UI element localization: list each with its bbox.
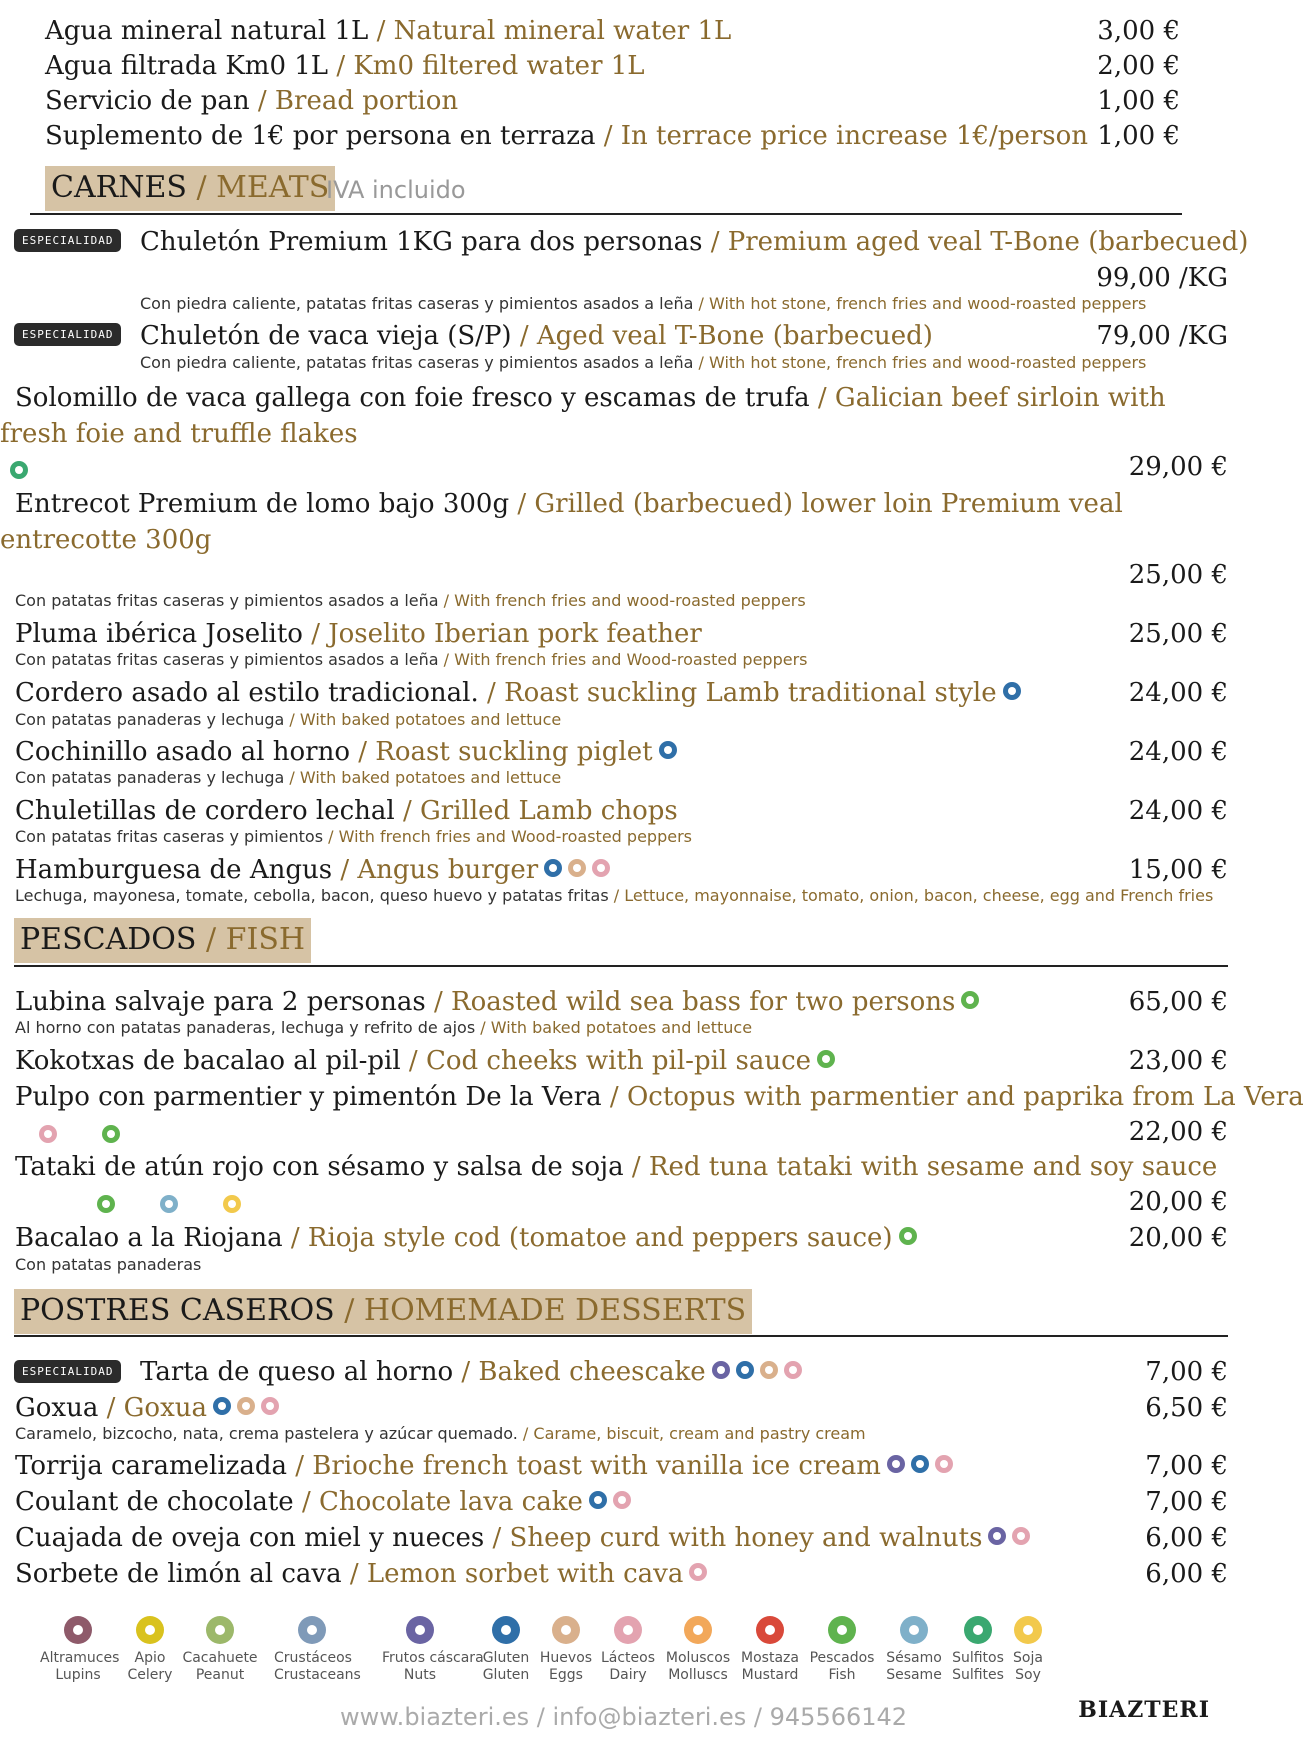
legend-label-en: Mustard: [741, 1666, 799, 1683]
item-price: 23,00 €: [1128, 1046, 1228, 1076]
item-name-es: Chuletillas de cordero lechal: [15, 796, 395, 826]
legend-label-es: Soja: [1013, 1650, 1043, 1666]
description-en: With baked potatoes and lettuce: [490, 1018, 753, 1037]
section-header-meats: [45, 166, 335, 211]
description-es: Con piedra caliente, patatas fritas caseras y pimientos asados a leña: [140, 294, 694, 313]
item-description: [15, 1424, 866, 1443]
legend-label-es: Gluten: [482, 1650, 530, 1666]
legend-item-mustard: [732, 1616, 808, 1683]
separator: /: [608, 886, 625, 905]
dairy-icon: [689, 1563, 707, 1581]
description-en: Lettuce, mayonnaise, tomato, onion, bacon, cheese, egg and French fries: [624, 886, 1214, 905]
separator: /: [368, 16, 394, 46]
item-name-en: Octopus with parmentier and paprika from La Vera: [626, 1082, 1304, 1112]
legend-label-es: Mostaza: [741, 1650, 799, 1666]
drink-item: [45, 16, 731, 47]
item-name-es: Agua mineral natural 1L: [45, 16, 369, 46]
item-description: [15, 768, 561, 787]
section-divider: [14, 1335, 1228, 1337]
item-name-en: Rioja style cod (tomatoe and peppers sauce): [307, 1223, 893, 1253]
drink-item: [45, 86, 458, 117]
item-description: [15, 827, 692, 846]
gluten-icon: [544, 859, 562, 877]
item-name-es: Lubina salvaje para 2 personas: [15, 987, 426, 1017]
item-price: 1,00 €: [1097, 121, 1180, 151]
description-es: Con piedra caliente, patatas fritas caseras y pimientos asados a leña: [140, 353, 694, 372]
item-price: 24,00 €: [1128, 796, 1228, 826]
item-name-en: Red tuna tataki with sesame and soy sauce: [648, 1152, 1218, 1182]
section-title-es: CARNES: [51, 170, 187, 205]
item-name-es: Cuajada de oveja con miel y nueces: [15, 1523, 485, 1553]
fish-icon: [97, 1195, 115, 1213]
item-price: 7,00 €: [1145, 1487, 1228, 1517]
menu-item-title: [15, 1559, 707, 1590]
separator: /: [286, 1451, 313, 1481]
eggs-icon: [760, 1361, 778, 1379]
dairy-icon: [1012, 1527, 1030, 1545]
description-es: Con patatas panaderas y lechuga: [15, 768, 285, 787]
fish-icon: [102, 1125, 120, 1143]
separator: /: [478, 678, 505, 708]
separator: /: [400, 1046, 426, 1076]
drink-item: [45, 121, 1088, 152]
item-price: 24,00 €: [1128, 737, 1228, 767]
legend-label-en: Lupins: [55, 1666, 101, 1683]
separator: /: [595, 121, 621, 151]
separator: /: [284, 710, 300, 729]
item-price: 20,00 €: [1128, 1223, 1228, 1253]
legend-item-soy: [990, 1616, 1066, 1683]
item-name-es: Bacalao a la Riojana: [15, 1223, 283, 1253]
item-price: 3,00 €: [1097, 16, 1180, 46]
peanut-icon: [206, 1616, 234, 1644]
legend-label-en: Dairy: [609, 1666, 647, 1683]
separator: /: [341, 1559, 367, 1589]
item-name-en: Chocolate lava cake: [318, 1487, 583, 1517]
item-name-es: Suplemento de 1€ por persona en terraza: [45, 121, 596, 151]
dairy-icon: [935, 1455, 953, 1473]
item-name-en: Roast suckling piglet: [375, 737, 653, 767]
eggs-icon: [568, 859, 586, 877]
separator: /: [601, 1082, 627, 1112]
section-title-en: FISH: [225, 922, 306, 957]
item-description: [140, 353, 1146, 372]
section-title-en: HOMEMADE DESSERTS: [363, 1293, 747, 1328]
section-title-es: PESCADOS: [20, 922, 197, 957]
legend-label-es: Sulfitos: [952, 1650, 1004, 1666]
item-name-es: Chuletón de vaca vieja (S/P): [140, 321, 512, 351]
item-name-en: Joselito Iberian pork feather: [328, 619, 702, 649]
legend-item-fish: [804, 1616, 880, 1683]
separator: /: [517, 1424, 534, 1443]
item-price: 6,50 €: [1145, 1393, 1228, 1423]
legend-item-peanut: [182, 1616, 258, 1683]
item-name-es: Hamburguesa de Angus: [15, 855, 333, 885]
separator: /: [693, 353, 709, 372]
section-title-es: POSTRES CASEROS: [20, 1293, 335, 1328]
item-name-en: Grilled Lamb chops: [420, 796, 678, 826]
separator: /: [425, 987, 452, 1017]
separator: /: [334, 1293, 364, 1328]
menu-item-title: [0, 487, 1232, 559]
separator: /: [328, 51, 354, 81]
separator: /: [350, 737, 376, 767]
separator: /: [693, 294, 709, 313]
item-price: 29,00 €: [1128, 452, 1228, 482]
separator: /: [302, 619, 329, 649]
description-en: Carame, biscuit, cream and pastry cream: [533, 1424, 866, 1443]
section-header-desserts: [14, 1289, 752, 1334]
gluten-icon: [492, 1616, 520, 1644]
item-description: [15, 886, 1213, 905]
sulfites-icon: [964, 1616, 992, 1644]
gluten-icon: [589, 1491, 607, 1509]
legend-label-en: Fish: [828, 1666, 856, 1683]
item-name-es: Pulpo con parmentier y pimentón De la Vera: [15, 1082, 602, 1112]
item-description: [15, 650, 808, 669]
legend-item-celery: [112, 1616, 188, 1683]
item-name-es: Coulant de chocolate: [15, 1487, 294, 1517]
dairy-icon: [592, 859, 610, 877]
section-divider: [30, 213, 1182, 215]
legend-label-en: Nuts: [403, 1666, 437, 1683]
item-description: [140, 294, 1146, 313]
menu-item-title: [15, 1393, 279, 1424]
legend-item-crustaceans: [274, 1616, 361, 1683]
dairy-icon: [614, 1616, 642, 1644]
separator: /: [623, 1152, 649, 1182]
legend-label-en: Sulfites: [952, 1666, 1004, 1683]
separator: /: [282, 1223, 308, 1253]
legend-label-en: Crustaceans: [274, 1666, 361, 1683]
menu-item-title: [15, 1223, 917, 1254]
legend-item-dairy: [590, 1616, 666, 1683]
legend-label-es: Altramuces: [40, 1650, 120, 1666]
separator: /: [702, 227, 728, 257]
description-es: Con patatas panaderas: [15, 1255, 202, 1274]
section-header-fish: [14, 918, 311, 963]
description-es: Con patatas panaderas y lechuga: [15, 710, 285, 729]
separator: /: [438, 591, 455, 610]
item-name-en: Aged veal T-Bone (barbecued): [536, 321, 933, 351]
description-es: Caramelo, bizcocho, nata, crema pastelera y azúcar quemado.: [15, 1424, 518, 1443]
dairy-icon: [784, 1361, 802, 1379]
item-price: 6,00 €: [1145, 1523, 1228, 1553]
description-en: With french fries and Wood-roasted peppers: [338, 827, 692, 846]
item-name-en: Angus burger: [357, 855, 539, 885]
menu-item-title: [15, 1487, 631, 1518]
item-price: 24,00 €: [1128, 678, 1228, 708]
item-description: [15, 1018, 752, 1037]
separator: /: [438, 650, 455, 669]
gluten-icon: [1003, 682, 1021, 700]
menu-item-title: [15, 796, 678, 827]
description-es: Con patatas fritas caseras y pimientos: [15, 827, 324, 846]
eggs-icon: [552, 1616, 580, 1644]
description-es: Con patatas fritas caseras y pimientos asados a leña: [15, 650, 439, 669]
legend-item-lupins: [40, 1616, 120, 1683]
menu-item-title: [15, 619, 702, 650]
fish-icon: [961, 991, 979, 1009]
item-name-en: Lemon sorbet with cava: [366, 1559, 684, 1589]
description-en: With hot stone, french fries and wood-roasted peppers: [708, 294, 1147, 313]
item-price: 99,00 /KG: [1096, 263, 1228, 293]
specialty-badge: ESPECIALIDAD: [14, 229, 121, 252]
item-name-es: Torrija caramelizada: [15, 1451, 287, 1481]
section-divider: [14, 965, 1228, 967]
legend-label-en: Eggs: [549, 1666, 583, 1683]
item-price: 20,00 €: [1128, 1187, 1228, 1217]
dairy-icon: [39, 1125, 57, 1143]
soy-icon: [1014, 1616, 1042, 1644]
crustaceans-icon: [298, 1616, 326, 1644]
item-name-en: Roasted wild sea bass for two persons: [451, 987, 956, 1017]
item-price: 7,00 €: [1145, 1357, 1228, 1387]
nuts-icon: [988, 1527, 1006, 1545]
item-name-es: Tarta de queso al horno: [140, 1357, 454, 1387]
item-name-es: Kokotxas de bacalao al pil-pil: [15, 1046, 401, 1076]
item-name-es: Tataki de atún rojo con sésamo y salsa de soja: [15, 1152, 624, 1182]
item-name-en: Natural mineral water 1L: [393, 16, 732, 46]
separator: /: [809, 383, 835, 413]
item-price: 1,00 €: [1097, 86, 1180, 116]
section-title-en: MEATS: [216, 170, 330, 205]
separator: /: [98, 1393, 124, 1423]
item-price: 7,00 €: [1145, 1451, 1228, 1481]
description-en: With french fries and Wood-roasted peppers: [454, 650, 808, 669]
item-name-es: Goxua: [15, 1393, 99, 1423]
legend-label-es: Pescados: [809, 1650, 875, 1666]
item-name-es: Pluma ibérica Joselito: [15, 619, 303, 649]
item-price: 2,00 €: [1097, 51, 1180, 81]
item-price: 79,00 /KG: [1096, 321, 1228, 351]
celery-icon: [136, 1616, 164, 1644]
gluten-icon: [213, 1397, 231, 1415]
gluten-icon: [911, 1455, 929, 1473]
legend-label-es: Apio: [134, 1650, 166, 1666]
legend-item-molluscs: [660, 1616, 736, 1683]
item-name-en: Bread portion: [274, 86, 459, 116]
item-price: 65,00 €: [1128, 987, 1228, 1017]
item-name-es: Sorbete de limón al cava: [15, 1559, 342, 1589]
tax-note: IVA incluido: [326, 176, 466, 204]
legend-label-es: Crustáceos: [274, 1650, 352, 1666]
separator: /: [293, 1487, 319, 1517]
sulfites-icon: [10, 461, 28, 479]
dairy-icon: [613, 1491, 631, 1509]
legend-label-es: Sésamo: [886, 1650, 942, 1666]
fish-icon: [817, 1050, 835, 1068]
item-price: 6,00 €: [1145, 1559, 1228, 1589]
separator: /: [394, 796, 421, 826]
description-en: With baked potatoes and lettuce: [299, 768, 562, 787]
item-name-en: Km0 filtered water 1L: [353, 51, 645, 81]
menu-item-title: [15, 1451, 953, 1482]
menu-item-title: [15, 1152, 1217, 1183]
item-price: 25,00 €: [1128, 619, 1228, 649]
eggs-icon: [237, 1397, 255, 1415]
separator: /: [475, 1018, 491, 1037]
menu-item-title: [140, 227, 1248, 258]
item-name-es: Cordero asado al estilo tradicional.: [15, 678, 479, 708]
item-name-en: Baked cheescake: [478, 1357, 706, 1387]
separator: /: [509, 489, 535, 519]
description-es: Con patatas fritas caseras y pimientos asados a leña: [15, 591, 439, 610]
legend-label-en: Molluscs: [668, 1666, 728, 1683]
menu-item-title: [15, 737, 677, 768]
menu-item-title: [140, 321, 933, 352]
separator: /: [186, 170, 217, 205]
menu-item-title: [15, 987, 979, 1018]
item-name-en: In terrace price increase 1€/person: [620, 121, 1089, 151]
separator: /: [511, 321, 537, 351]
fish-icon: [828, 1616, 856, 1644]
item-description: [15, 710, 561, 729]
drink-item: [45, 51, 645, 82]
item-name-es: Entrecot Premium de lomo bajo 300g: [15, 489, 510, 519]
description-en: With french fries and wood-roasted peppers: [454, 591, 806, 610]
brand-logo: BIAZTERI: [1078, 1697, 1210, 1723]
legend-label-es: Lácteos: [600, 1650, 656, 1666]
separator: /: [332, 855, 358, 885]
menu-item-title: [0, 381, 1232, 453]
footer-contact: www.biazteri.es / info@biazteri.es / 945566142: [340, 1703, 908, 1731]
item-name-es: Servicio de pan: [45, 86, 250, 116]
legend-label-es: Cacahuete: [182, 1650, 258, 1666]
legend-label-en: Gluten: [482, 1666, 530, 1683]
legend-label-en: Peanut: [195, 1666, 245, 1683]
legend-label-en: Sesame: [886, 1666, 942, 1683]
separator: /: [196, 922, 226, 957]
legend-label-en: Celery: [127, 1666, 173, 1683]
item-name-en: Cod cheeks with pil-pil sauce: [425, 1046, 812, 1076]
item-name-en: Goxua: [123, 1393, 207, 1423]
description-es: Lechuga, mayonesa, tomate, cebolla, bacon, queso huevo y patatas fritas: [15, 886, 609, 905]
separator: /: [249, 86, 275, 116]
menu-item-title: [15, 855, 610, 886]
legend-label-es: Huevos: [539, 1650, 593, 1666]
specialty-badge: ESPECIALIDAD: [14, 323, 121, 346]
mustard-icon: [756, 1616, 784, 1644]
separator: /: [284, 768, 300, 787]
nuts-icon: [712, 1361, 730, 1379]
item-name-es: Agua filtrada Km0 1L: [45, 51, 329, 81]
legend-label-es: Moluscos: [665, 1650, 731, 1666]
gluten-icon: [736, 1361, 754, 1379]
molluscs-icon: [684, 1616, 712, 1644]
separator: /: [453, 1357, 479, 1387]
menu-item-title: [15, 678, 1021, 709]
item-description: [15, 1255, 201, 1274]
nuts-icon: [406, 1616, 434, 1644]
item-name-es: Chuletón Premium 1KG para dos personas: [140, 227, 703, 257]
legend-item-nuts: [382, 1616, 484, 1683]
item-price: 25,00 €: [1128, 560, 1228, 590]
item-price: 22,00 €: [1128, 1117, 1228, 1147]
item-description: [15, 591, 806, 610]
menu-item-title: [140, 1357, 802, 1388]
item-price: 15,00 €: [1128, 855, 1228, 885]
separator: /: [323, 827, 339, 846]
description-en: With hot stone, french fries and wood-roasted peppers: [708, 353, 1147, 372]
item-name-en: Sheep curd with honey and walnuts: [509, 1523, 983, 1553]
legend-label-en: Soy: [1015, 1666, 1041, 1683]
item-name-en: Premium aged veal T-Bone (barbecued): [727, 227, 1249, 257]
item-name-es: Cochinillo asado al horno: [15, 737, 350, 767]
lupins-icon: [64, 1616, 92, 1644]
fish-icon: [899, 1227, 917, 1245]
sesame-icon: [160, 1195, 178, 1213]
nuts-icon: [887, 1455, 905, 1473]
item-name-en: Galician beef sirloin with fresh foie and truffle flakes: [0, 383, 1166, 449]
description-es: Al horno con patatas panaderas, lechuga y refrito de ajos: [15, 1018, 476, 1037]
menu-item-title: [15, 1082, 1304, 1113]
description-en: With baked potatoes and lettuce: [299, 710, 562, 729]
separator: /: [484, 1523, 510, 1553]
menu-item-title: [15, 1523, 1030, 1554]
item-name-en: Brioche french toast with vanilla ice cream: [312, 1451, 881, 1481]
specialty-badge: ESPECIALIDAD: [14, 1360, 121, 1383]
dairy-icon: [261, 1397, 279, 1415]
item-name-en: Grilled (barbecued) lower loin Premium veal entrecotte 300g: [0, 489, 1123, 555]
legend-label-es: Frutos cáscara: [382, 1650, 484, 1666]
gluten-icon: [659, 741, 677, 759]
item-name-en: Roast suckling Lamb traditional style: [504, 678, 997, 708]
sesame-icon: [900, 1616, 928, 1644]
menu-item-title: [15, 1046, 835, 1077]
soy-icon: [223, 1195, 241, 1213]
item-name-es: Solomillo de vaca gallega con foie fresco y escamas de trufa: [15, 383, 810, 413]
